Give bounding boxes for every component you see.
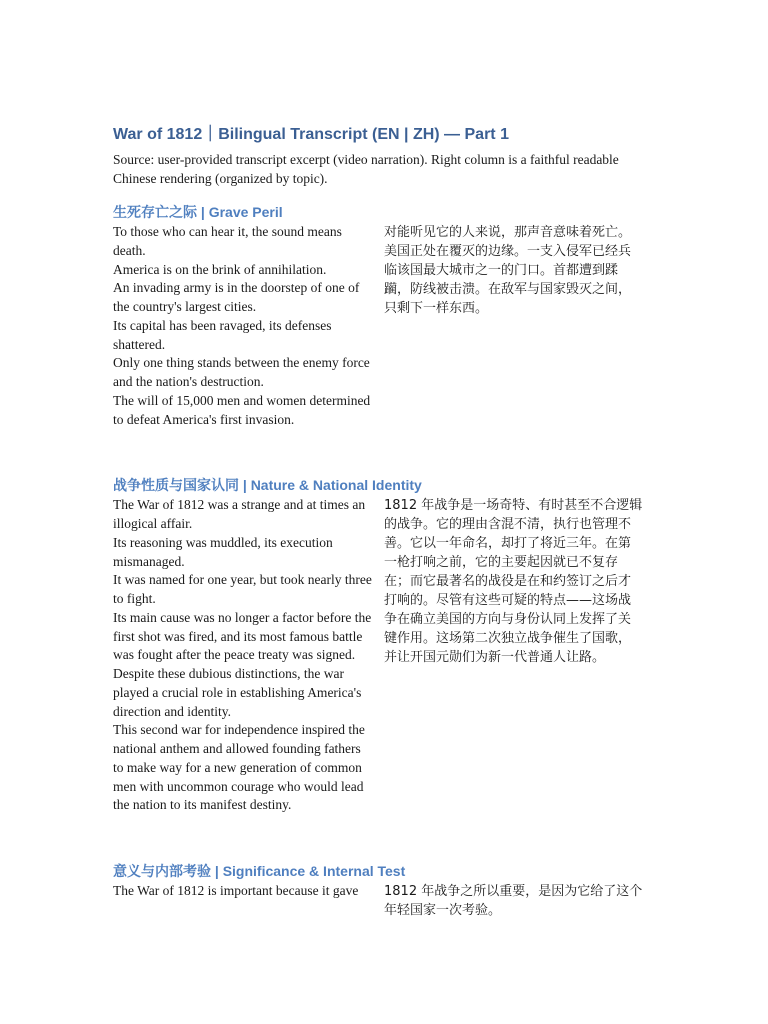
document-body: [113, 124, 643, 920]
chinese-column: 1812 年战争之所以重要，是因为它给了这个年轻国家一次考验。: [384, 884, 643, 918]
source-note: Source: user-provided transcript excerpt (video narration). Right column is a faithful readable Chinese rendering (organized by topic).: [113, 152, 619, 186]
english-line: Its main cause was no longer a factor before the first shot was fired, and its most famous battle was fought after the peace treaty was signed.: [113, 609, 372, 663]
section-nature-identity: [113, 475, 643, 815]
bilingual-columns: [113, 882, 643, 920]
section-heading: 意义与内部考验 | Significance & Internal Test: [113, 863, 406, 879]
english-line: The War of 1812 is important because it gave: [113, 883, 359, 898]
bilingual-columns: [113, 496, 643, 815]
english-line: An invading army is in the doorstep of one of the country's largest cities.: [113, 280, 360, 314]
section-spacer: [113, 815, 643, 861]
english-column: [113, 223, 373, 429]
english-line: The War of 1812 was a strange and at times an illogical affair.: [113, 497, 366, 531]
english-line: This second war for independence inspired the national anthem and allowed founding fathers to make way for a new generation of common men with uncommon courage who would lead the nation to its manifest destiny.: [113, 722, 365, 813]
english-line: Its reasoning was muddled, its execution mismanaged.: [113, 534, 333, 569]
english-line: Only one thing stands between the enemy force and the nation's destruction.: [113, 355, 370, 389]
english-column: [113, 496, 373, 815]
english-line: Despite these dubious distinctions, the war played a crucial role in establishing America's direction and identity.: [113, 666, 362, 719]
section-heading: 生死存亡之际 | Grave Peril: [113, 204, 283, 220]
section-spacer: [113, 429, 643, 475]
chinese-column: 1812 年战争是一场奇特、有时甚至不合逻辑的战争。它的理由含混不清，执行也管理不善。它以一年命名，却打了将近三年。在第一枪打响之前，它的主要起因就已不复存在；而它最著名的战役是在和约签订之后才打响的。尽管有这些可疑的特点——这场战争在确立美国的方向与身份认同上发挥了关键作用。这场第二次独立战争催生了国歌，并让开国元勋们为新一代普通人让路。: [384, 498, 643, 666]
section-grave-peril: [113, 202, 643, 429]
section-heading: 战争性质与国家认同 | Nature & National Identity: [113, 477, 422, 494]
english-column: [113, 882, 373, 901]
english-line: The will of 15,000 men and women determined to defeat America's first invasion.: [113, 392, 371, 427]
document-title: War of 1812｜Bilingual Transcript (EN | ZH) — Part 1: [113, 126, 509, 143]
bilingual-columns: [113, 223, 643, 429]
english-line: America is on the brink of annihilation.: [113, 261, 327, 277]
english-line: To those who can hear it, the sound means death.: [113, 224, 342, 258]
chinese-column: 对能听见它的人来说，那声音意味着死亡。美国正处在覆灭的边缘。一支入侵军已经兵临该国最大城市之一的门口。首都遭到蹂躏，防线被击溃。在敌军与国家毁灭之间，只剩下一样东西。: [384, 225, 632, 316]
english-line: Its capital has been ravaged, its defenses shattered.: [113, 317, 332, 352]
english-line: It was named for one year, but took nearly three to fight.: [113, 572, 372, 606]
section-significance: [113, 861, 643, 920]
